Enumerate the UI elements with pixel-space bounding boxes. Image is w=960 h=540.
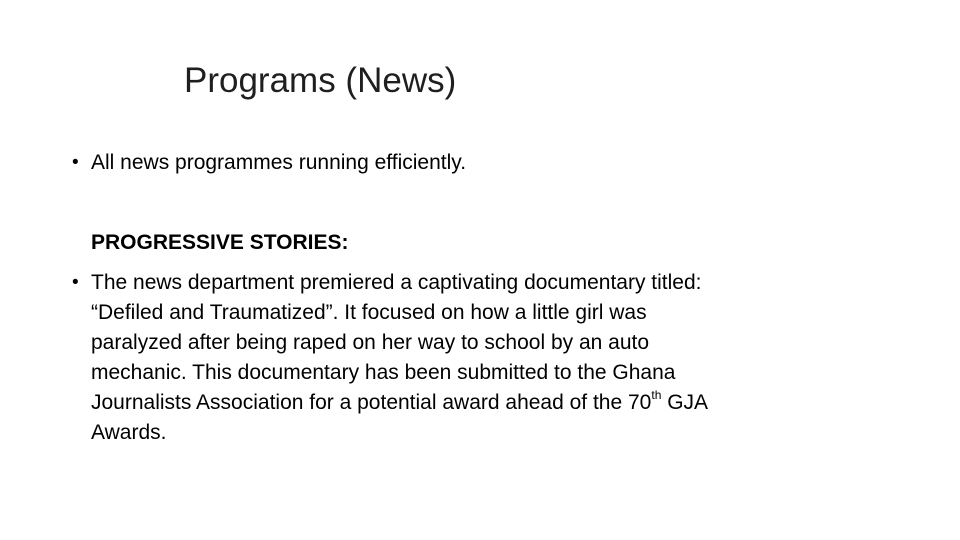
section-heading: PROGRESSIVE STORIES:	[91, 231, 349, 254]
bullet-text-line-3: paralyzed after being raped on her way to school by an auto	[91, 331, 650, 354]
bullet-text-line-1: The news department premiered a captivating documentary titled:	[91, 271, 702, 294]
bullet-text-line-5	[91, 388, 708, 418]
line-5-end: GJA	[661, 391, 709, 414]
bullet-icon: •	[72, 272, 79, 293]
bullet-text-line-6: Awards.	[91, 421, 167, 444]
bullet-text: All news programmes running efficiently.	[91, 151, 467, 174]
bullet-text-line-4: mechanic. This documentary has been submitted to the Ghana	[91, 361, 676, 384]
line-5-start: Journalists Association for a potential award ahead of the 70	[91, 391, 652, 414]
bullet-text-line-2: “Defiled and Traumatized”. It focused on how a little girl was	[91, 301, 647, 324]
slide-title: Programs (News)	[184, 61, 457, 100]
bullet-icon: •	[72, 152, 79, 173]
bullet-continuation	[91, 298, 708, 448]
ordinal-suffix: th	[651, 388, 662, 402]
